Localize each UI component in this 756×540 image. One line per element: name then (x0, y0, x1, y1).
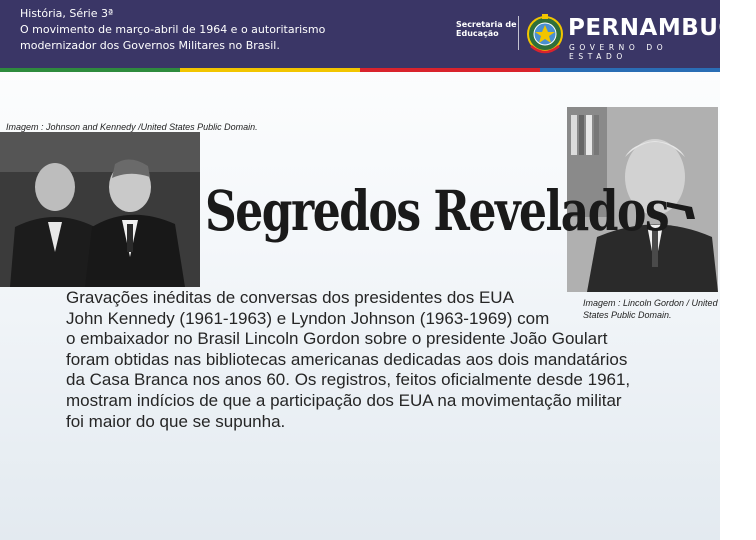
johnson-kennedy-illustration (0, 132, 200, 287)
stripe-red (360, 68, 540, 72)
body-line: John Kennedy (1961-1963) e Lyndon Johnson (1963-1969) com (66, 308, 550, 328)
header-bar (0, 0, 756, 68)
secretaria-label (456, 20, 517, 38)
stripe-yellow (180, 68, 360, 72)
headline: Segredos Revelados (205, 180, 669, 244)
color-stripe (0, 68, 720, 72)
left-photo-caption: Imagem : Johnson and Kennedy /United States Public Domain. (6, 122, 258, 132)
body-line: o embaixador no Brasil Lincoln Gordon sobre o presidente João Goulart (66, 329, 608, 349)
lesson-title-line: O movimento de março-abril de 1964 e o autoritarismo (20, 23, 326, 36)
lesson-title (20, 6, 440, 54)
stripe-blue (540, 68, 720, 72)
lesson-title-line: História, Série 3ª (20, 7, 114, 20)
secretaria-line: Educação (456, 29, 499, 38)
brand-name: PERNAMBUCO (568, 15, 756, 41)
logo-divider (518, 16, 519, 50)
right-photo-caption: Imagem : Lincoln Gordon / United States Public Domain. (583, 298, 718, 320)
body-line: foram obtidas nas bibliotecas americanas dedicadas aos dois mandatários (66, 349, 628, 369)
body-line: foi maior do que se supunha. (66, 411, 286, 431)
stripe-green (0, 68, 180, 72)
pernambuco-crest-icon (525, 12, 565, 58)
secretaria-line: Secretaria de (456, 20, 517, 29)
body-line: da Casa Branca nos anos 60. Os registros, feitos oficialmente desde 1961, (66, 370, 631, 390)
brand-subtitle: GOVERNO DO ESTADO (569, 43, 668, 61)
lesson-title-line: modernizador dos Governos Militares no Brasil. (20, 39, 280, 52)
johnson-kennedy-photo (0, 132, 200, 287)
body-paragraph (66, 288, 666, 432)
body-line: mostram indícios de que a participação dos EUA na movimentação militar (66, 390, 622, 410)
body-line: Gravações inéditas de conversas dos presidentes dos EUA (66, 288, 514, 307)
